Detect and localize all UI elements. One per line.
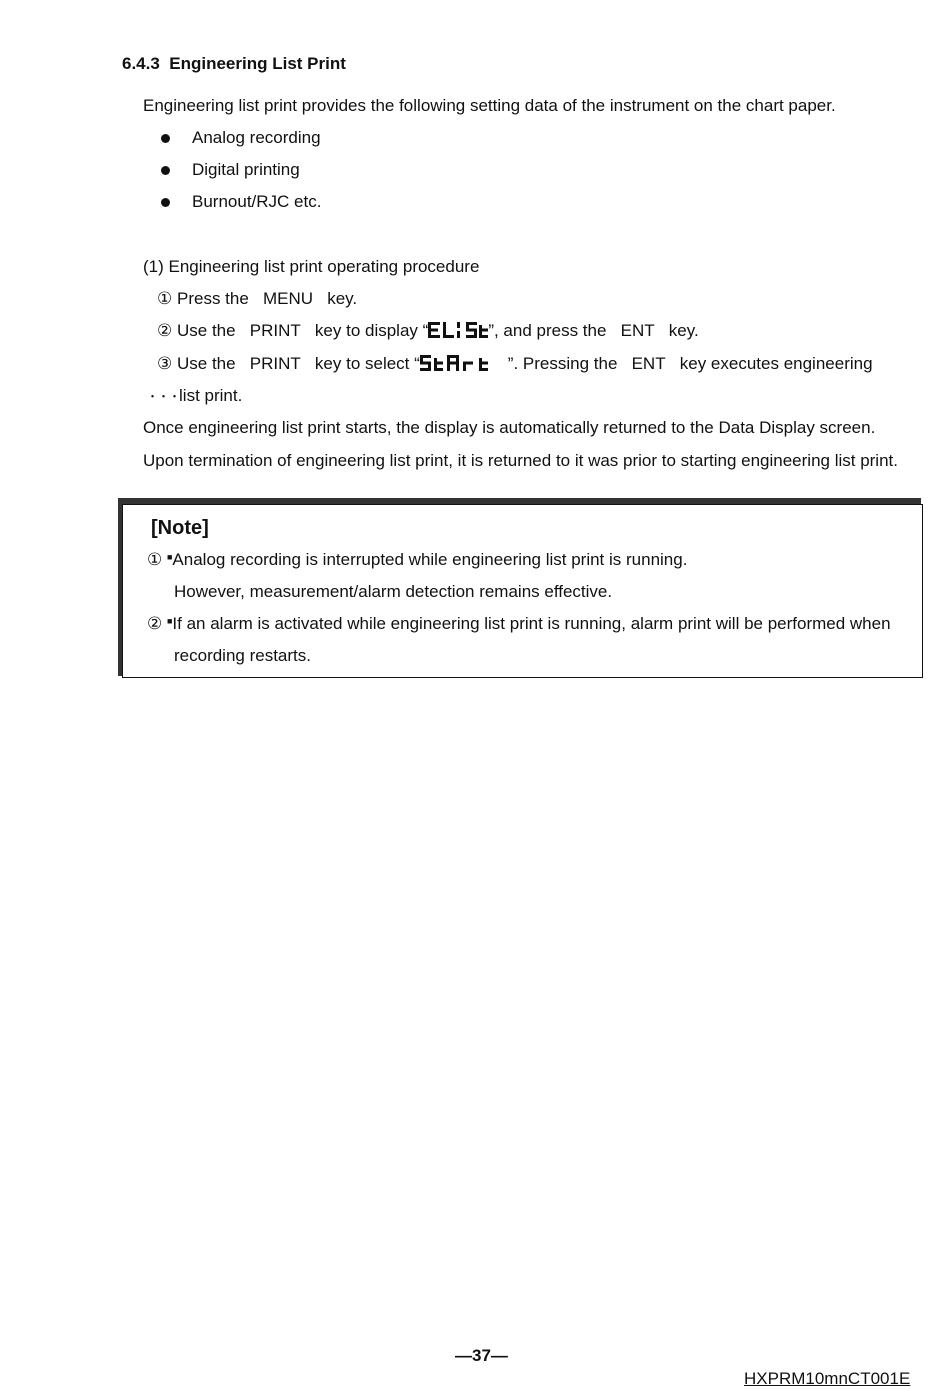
- step-marker: ①: [157, 289, 173, 308]
- ent-key-label: ENT: [620, 321, 655, 340]
- bullet-dot: [161, 198, 170, 207]
- note-item-1: ① ■Analog recording is interrupted while engineering list print is running.: [147, 550, 688, 569]
- procedure-step-3-continuation: ・・・list print.: [146, 386, 243, 405]
- procedure-heading: (1) Engineering list print operating procedure: [143, 257, 480, 276]
- print-key-label: PRINT: [249, 321, 301, 340]
- procedure-paragraph-2: Upon termination of engineering list print, it is returned to it was prior to starting engineering list print.: [143, 451, 898, 470]
- note-bullet-icon: ■: [166, 552, 173, 562]
- procedure-step-1: ① Press the MENU key.: [157, 289, 358, 308]
- section-number: 6.4.3: [122, 54, 160, 73]
- procedure-paragraph-1: Once engineering list print starts, the display is automatically returned to the Data Display screen.: [143, 418, 876, 437]
- bullet-item: Burnout/RJC etc.: [192, 192, 322, 211]
- section-heading: [122, 54, 346, 74]
- menu-key-label: MENU: [262, 289, 314, 308]
- seven-segment-icon: [428, 321, 488, 339]
- note-item-2: ② ■If an alarm is activated while engineering list print is running, alarm print will be performed when: [147, 614, 891, 633]
- document-code: HXPRM10mnCT001E: [744, 1369, 911, 1388]
- bullet-item: Digital printing: [192, 160, 300, 179]
- note-item-2-line-2: recording restarts.: [174, 646, 311, 665]
- note-title: [Note]: [151, 517, 209, 539]
- bullet-item: Analog recording: [192, 128, 321, 147]
- procedure-step-2: ② Use the PRINT key to display “ ”, and press the ENT key.: [157, 321, 699, 340]
- step-marker: ②: [157, 321, 173, 340]
- print-key-label: PRINT: [249, 354, 301, 373]
- step-marker: ③: [157, 354, 173, 373]
- segment-display-eli-st: [428, 321, 488, 340]
- bullet-dot: [161, 166, 170, 175]
- procedure-step-3: ③ Use the PRINT key to select “ ”. Pressing the ENT key executes engineering: [157, 354, 873, 373]
- note-marker: ①: [147, 550, 163, 569]
- ent-key-label: ENT: [631, 354, 666, 373]
- intro-paragraph: Engineering list print provides the following setting data of the instrument on the chart paper.: [143, 96, 836, 115]
- segment-display-start: [420, 354, 508, 373]
- bullet-dot: [161, 134, 170, 143]
- note-item-1-line-2: However, measurement/alarm detection remains effective.: [174, 582, 613, 601]
- page-number: —37—: [455, 1346, 508, 1365]
- seven-segment-icon: [420, 354, 508, 372]
- note-bullet-icon: ■: [166, 616, 173, 626]
- note-marker: ②: [147, 614, 163, 633]
- section-title: Engineering List Print: [169, 54, 346, 73]
